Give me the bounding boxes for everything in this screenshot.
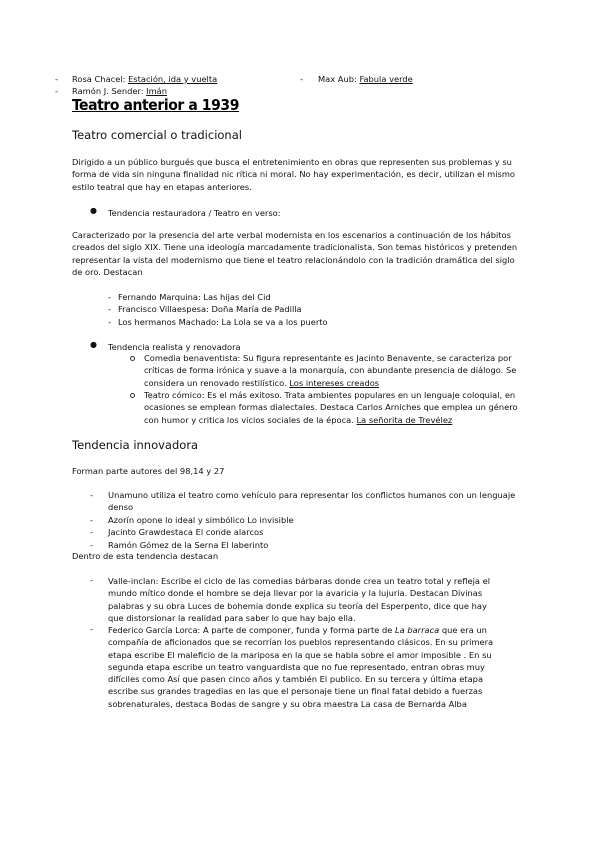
list-item: - Los hermanos Machado: La Lola se va a los puerto [108,316,328,328]
author: Rosa Chacel: [72,74,126,84]
list-item: - Jacinto Grawdestaca El conde alarcos [90,526,540,538]
sub-bullet-text [144,352,524,389]
bullet-text: Tendencia realista y renovadora [108,342,241,352]
lorca-text: que era un compañía de aficionados que se recorrían los pueblos representando clásicos. En su primera etapa escribe El maleficio de la mariposa en la que se habla sobre el amor imposible . En su segunda etapa escribe un teatro vanguardista que no fue representado, entran obras muy difíciles como Así que pasen cinco años y también El publico. En su tercera y última etapa escribe sus grandes tragedias en las que el personaje tiene un final fatal debido a fuerzas sobrenaturales, destaca Bodas de sangre y su obra maestra La casa de Bernarda Alba [108,625,494,709]
list-item: - Azorín opone lo ideal y simbólico Lo invisible [90,514,540,526]
work-title: La barraca [394,625,440,635]
bullet-text: Tendencia restauradora / Teatro en verso: [108,208,281,218]
circle-bullet-icon [130,393,135,398]
paragraph: Forman parte autores del 98,14 y 27 [72,466,225,476]
top-item-ramon-sender [72,86,167,96]
list-dash: - [90,575,93,585]
lorca-text: Federico García Lorca: A parte de componer, funda y forma parte de [108,625,393,635]
section-heading: Teatro comercial o tradicional [72,128,242,142]
bullet-icon: ● [90,340,97,349]
author: Ramón J. Sender: [72,86,144,96]
section-heading: Tendencia innovadora [72,438,199,452]
sub-bullet-text [144,389,524,426]
list-item: Valle-inclan: Escribe el ciclo de las comedias bárbaras donde crea un teatro total y refleja el mundo mítico donde el hombre se deja llevar por la avaricia y la lujuria. Destacan Divinas palabras y su obra Luces de bohemia donde explica su teoría del Esperpento, dice que hay que distorsionar la realidad para saber lo que hay bajo ella. [108,576,491,623]
author-list [108,291,328,328]
work-title: Imán [146,86,168,96]
list-item: - Francisco Villaespesa: Doña María de Padilla [108,303,328,315]
paragraph: Dentro de esta tendencia destacan [72,551,219,561]
list-dash: - [55,74,58,84]
list-item: - Unamuno utiliza el teatro como vehículo para representar los conflictos humanos con un lenguaje denso [90,489,540,514]
list-dash: - [300,74,303,84]
work-title: Estación, ida y vuelta [128,74,218,84]
sub-bullet-body: Teatro cómico: Es el más exitoso. Trata ambientes populares en un lenguaje coloquial, en ocasiones se emplean formas dialectales. Destaca Carlos Arniches que emplea un género con humor y critica los vicios sociales de la época. [144,390,518,425]
page-title: Teatro anterior a 1939 [72,96,240,114]
list-item: - Ramón Gómez de la Serna El laberinto [90,539,540,551]
paragraph: Caracterizado por la presencia del arte verbal modernista en los escenarios a continuación de los hábitos creados del siglo XIX. Tiene una ideología marcadamente tradicionalista. Son temas históricos y pretenden representar la vista del modernismo que tiene el teatro relacionándolo con la tradición dramática del siglo de oro. Destacan [72,230,518,277]
paragraph: Dirigido a un público burgués que busca el entretenimiento en obras que representen sus problemas y su forma de vida sin ninguna finalidad nic rítica ni moral. No hay experimentación, es decir, utilizan el mismo estilo teatral que hay en etapas anteriores. [72,157,516,192]
work-title: Los intereses creados [289,377,380,388]
author: Max Aub: [318,74,357,84]
top-item-max-aub [318,74,413,84]
list-item: - Fernando Marquina: Las hijas del Cid [108,291,328,303]
list-dash: - [90,624,93,634]
work-title: La señorita de Trevélez [356,414,453,425]
circle-bullet-icon [130,356,135,361]
work-title: Fabula verde [359,74,413,84]
list-item [108,624,508,710]
list-dash: - [55,86,58,96]
bullet-icon: ● [90,206,97,215]
top-item-rosa-chacel [72,74,217,84]
author-list [90,489,540,551]
sub-bullet-body: Comedia benaventista: Su figura representante es Jacinto Benavente, se caracteriza por críticas de forma irónica y suave a la monarquía, con abundante presencia de diálogo. Se considera un renovado restilístico. [144,353,517,388]
